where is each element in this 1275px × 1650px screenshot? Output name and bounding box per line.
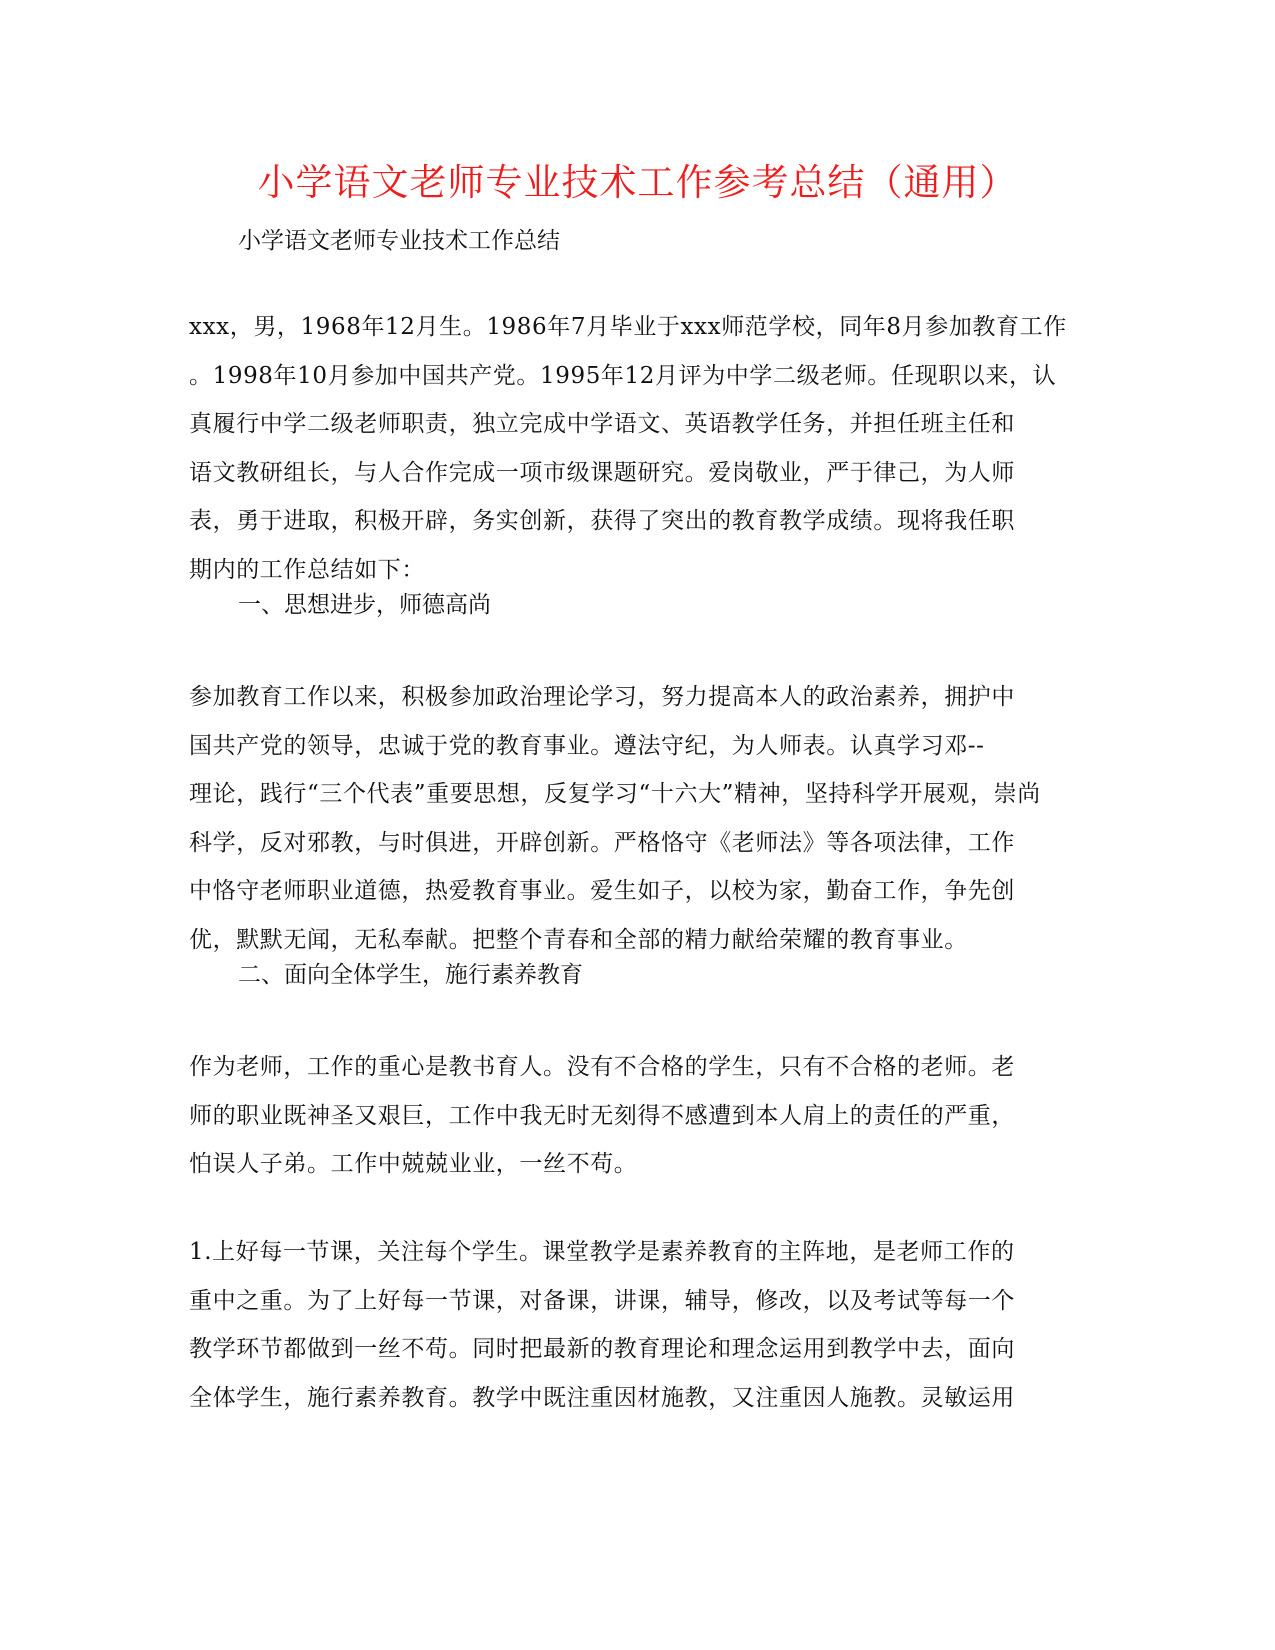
document-title: 小学语文老师专业技术工作参考总结（通用）: [257, 161, 1018, 204]
paragraph-line: xxx，男，1968年12月生。1986年7月毕业于xxx师范学校，同年8月参加教育工作: [189, 314, 1067, 340]
paragraph-line: 语文教研组长，与人合作完成一项市级课题研究。爱岗敬业，严于律己，为人师: [189, 459, 1015, 486]
paragraph-line: 参加教育工作以来，积极参加政治理论学习，努力提高本人的政治素养，拥护中: [189, 684, 1015, 710]
section3-paragraph: [189, 1228, 1089, 1422]
intro-paragraph: [189, 303, 1089, 595]
section-heading-1: 一、思想进步，师德高尚: [238, 592, 491, 618]
paragraph-line: 教学环节都做到一丝不苟。同时把最新的教育理论和理念运用到教学中去，面向: [189, 1336, 1015, 1363]
paragraph-line: 真履行中学二级老师职责，独立完成中学语文、英语教学任务，并担任班主任和: [189, 411, 1015, 438]
paragraph-line: 期内的工作总结如下：: [189, 556, 425, 583]
paragraph-line: 国共产党的领导，忠诚于党的教育事业。遵法守纪，为人师表。认真学习邓--: [189, 732, 985, 759]
paragraph-line: 1.上好每一节课，关注每个学生。课堂教学是素养教育的主阵地，是老师工作的: [189, 1239, 1015, 1265]
paragraph-line: 科学，反对邪教，与时俱进，开辟创新。严格恪守《老师法》等各项法律，工作: [189, 829, 1015, 856]
section1-paragraph: [189, 673, 1089, 965]
paragraph-line: 作为老师，工作的重心是教书育人。没有不合格的学生，只有不合格的老师。老: [189, 1054, 1015, 1080]
paragraph-line: 。1998年10月参加中国共产党。1995年12月评为中学二级老师。任现职以来，认: [189, 362, 1057, 389]
paragraph-line: 优，默默无闻，无私奉献。把整个青春和全部的精力献给荣耀的教育事业。: [189, 926, 968, 953]
paragraph-line: 理论，践行“三个代表”重要思想，反复学习“十六大”精神，坚持科学开展观，崇尚: [189, 781, 1041, 808]
section-heading-2: 二、面向全体学生，施行素养教育: [238, 962, 583, 988]
paragraph-line: 重中之重。为了上好每一节课，对备课，讲课，辅导，修改，以及考试等每一个: [189, 1287, 1015, 1314]
paragraph-line: 中恪守老师职业道德，热爱教育事业。爱生如子，以校为家，勤奋工作，争先创: [189, 878, 1015, 905]
paragraph-line: 怕误人子弟。工作中兢兢业业，一丝不苟。: [189, 1151, 638, 1178]
paragraph-line: 师的职业既神圣又艰巨，工作中我无时无刻得不感遭到本人肩上的责任的严重，: [189, 1102, 1015, 1129]
paragraph-line: 全体学生，施行素养教育。教学中既注重因材施教，又注重因人施教。灵敏运用: [189, 1384, 1015, 1411]
document-subtitle: 小学语文老师专业技术工作总结: [238, 228, 560, 254]
section2-paragraph: [189, 1043, 1089, 1189]
paragraph-line: 表，勇于进取，积极开辟，务实创新，获得了突出的教育教学成绩。现将我任职: [189, 508, 1015, 535]
